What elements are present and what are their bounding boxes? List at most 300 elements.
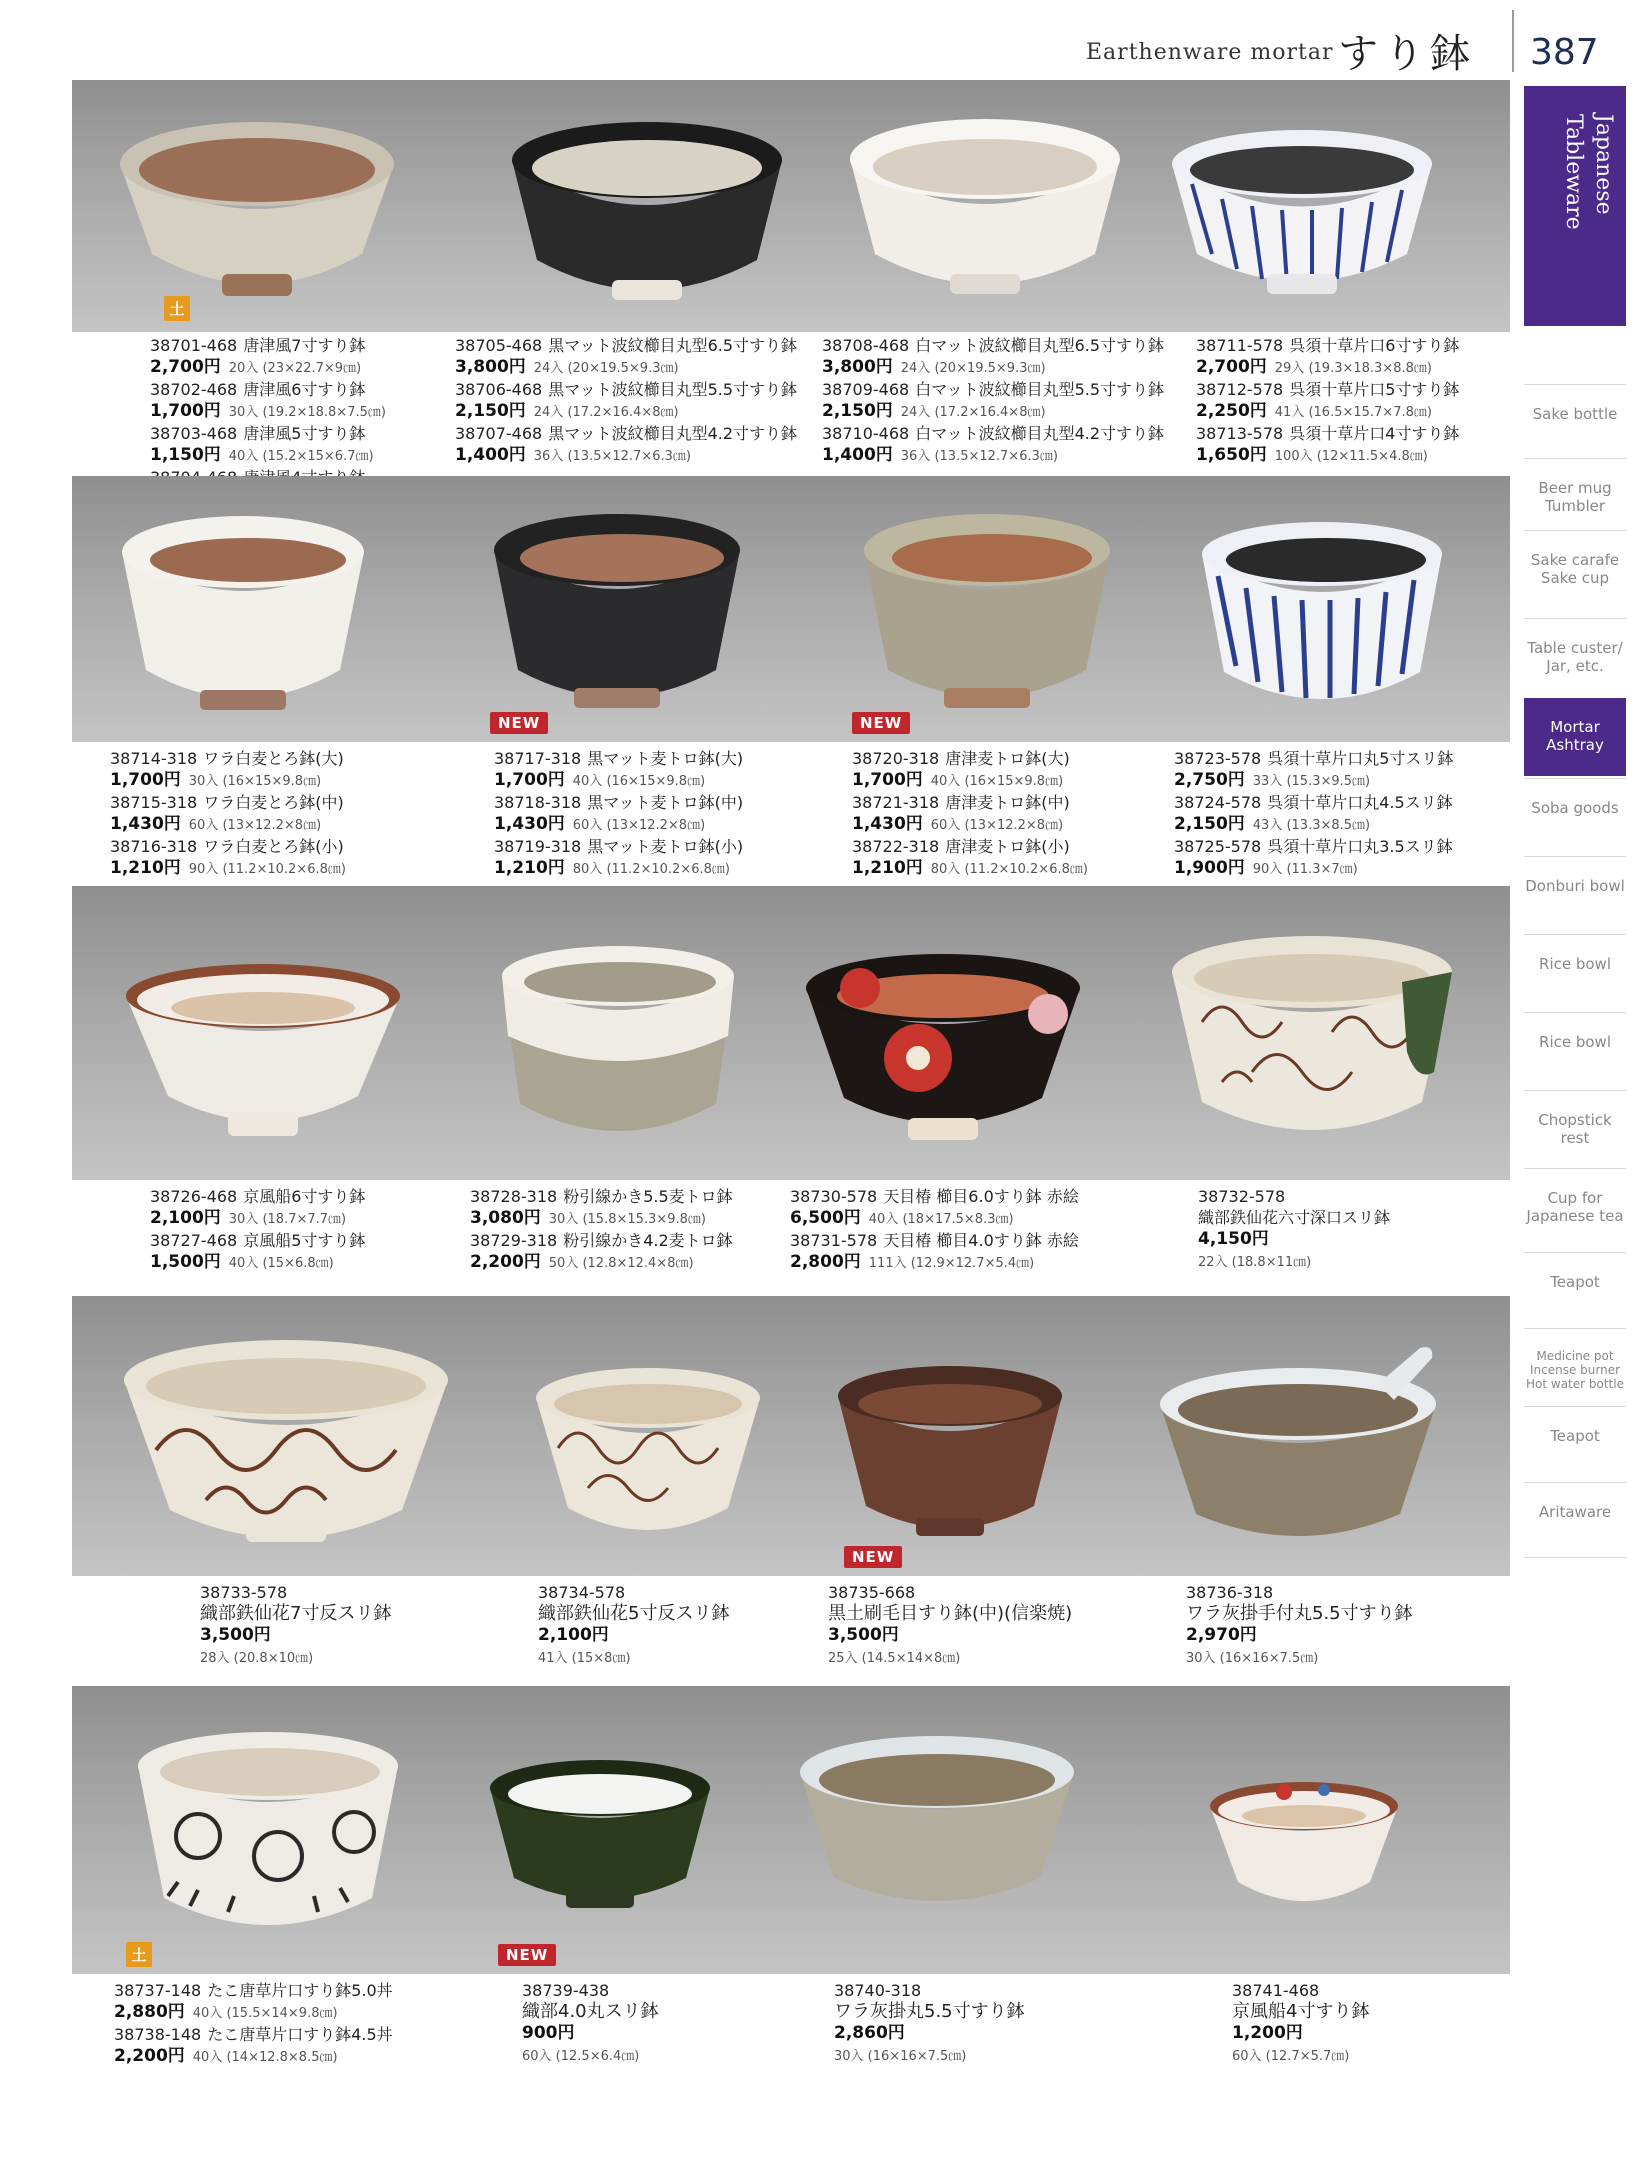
product-row [522,2001,659,2022]
product-code: 38730-578 [790,1187,878,1206]
product-qty-size: 60入 (12.5×6.4㎝) [522,2049,640,2064]
product-code: 38721-318 [852,793,940,812]
product-code: 38734-578 [538,1583,626,1602]
new-badge: NEW [498,1944,556,1966]
product-qty-size: 20入 (23×22.7×9㎝) [228,361,362,376]
product-code: 38732-578 [1198,1187,1286,1206]
caption-group-6 [494,748,743,880]
product-qty-size: 100入 (12×11.5×4.8㎝) [1274,449,1428,464]
side-index-donburi-bowl[interactable]: Donburi bowl [1524,856,1626,934]
product-price: 2,150円 [455,401,526,421]
product-row [822,400,1164,423]
caption-group-15 [828,1582,1072,1669]
product-row [110,813,346,836]
product-row [1174,836,1453,857]
product-name: 白マット波紋櫛目丸型4.2寸すり鉢 [915,424,1165,443]
product-qty-size: 24入 (20×19.5×9.3㎝) [533,361,679,376]
product-row [1186,1582,1413,1603]
product-name: 天目椿 櫛目4.0すり鉢 赤絵 [883,1231,1079,1250]
section-tab-japanese-tableware[interactable] [1524,86,1626,326]
product-name: 黒マット波紋櫛目丸型6.5寸すり鉢 [548,336,798,355]
product-price: 2,750円 [1174,770,1245,790]
product-row [455,423,797,444]
product-row [1196,400,1459,423]
side-index-sake-carafe[interactable]: Sake carafe Sake cup [1524,530,1626,616]
product-name: 呉須十草片口4寸すり鉢 [1289,424,1460,443]
product-row [1186,1603,1413,1624]
product-qty-size: 30入 (16×16×7.5㎝) [1186,1651,1319,1666]
product-price: 2,700円 [150,357,221,377]
photo-band-row-4 [72,1296,1510,1576]
side-index-teapot[interactable]: Teapot [1524,1252,1626,1328]
product-price: 1,210円 [110,858,181,878]
product-name: 白マット波紋櫛目丸型6.5寸すり鉢 [915,336,1165,355]
product-row [455,356,797,379]
product-price: 1,700円 [110,770,181,790]
product-name: 呉須十草片口5寸すり鉢 [1289,380,1460,399]
product-price: 1,430円 [852,814,923,834]
bowl-wara-round-photo [792,1722,1082,1922]
product-code: 38706-468 [455,380,543,399]
product-code: 38710-468 [822,424,910,443]
product-qty-size: 24入 (20×19.5×9.3㎝) [900,361,1046,376]
product-name: 唐津麦トロ鉢(中) [945,793,1070,812]
product-row [1196,444,1459,467]
caption-group-16 [1186,1582,1413,1669]
product-code: 38714-318 [110,749,198,768]
product-price: 3,800円 [455,357,526,377]
caption-group-19 [834,1980,1025,2067]
product-row [822,423,1164,444]
product-row [150,444,386,467]
product-price: 3,500円 [828,1625,899,1645]
product-price: 1,700円 [150,401,221,421]
product-row [1196,379,1459,400]
product-row [470,1186,733,1207]
product-row [150,356,386,379]
product-name: 粉引線かき4.2麦トロ鉢 [563,1231,733,1250]
product-row [1232,2022,1369,2044]
caption-group-11 [790,1186,1079,1274]
caption-group-7 [852,748,1088,880]
product-price: 2,100円 [150,1208,221,1228]
product-code: 38722-318 [852,837,940,856]
caption-group-5 [110,748,346,880]
product-qty-size: 111入 (12.9×12.7×5.4㎝) [868,1256,1035,1271]
product-row [1198,1228,1390,1250]
product-row [150,400,386,423]
product-row [822,335,1164,356]
product-name: 唐津風5寸すり鉢 [243,424,366,443]
bowl-kyofusen-4-photo [1204,1772,1404,1922]
product-row [1186,1646,1413,1669]
caption-group-4 [1196,335,1459,467]
bowl-kurotsuchi-photo [830,1356,1070,1546]
product-row [114,1980,393,2001]
product-code: 38741-468 [1232,1981,1320,2000]
page-subtitle-en: Earthenware mortar [1086,40,1334,65]
caption-group-12 [1198,1186,1390,1273]
product-price: 3,800円 [822,357,893,377]
product-price: 1,650円 [1196,445,1267,465]
product-qty-size: 80入 (11.2×10.2×6.8㎝) [572,862,730,877]
product-code: 38712-578 [1196,380,1284,399]
product-code: 38727-468 [150,1231,238,1250]
product-qty-size: 24入 (17.2×16.4×8㎝) [900,405,1046,420]
product-code: 38709-468 [822,380,910,399]
product-row [494,792,743,813]
product-row [790,1251,1079,1274]
product-row [538,1603,729,1624]
caption-group-9 [150,1186,365,1274]
product-row [1174,857,1453,880]
product-qty-size: 40入 (16×15×9.8㎝) [572,774,706,789]
caption-group-18 [522,1980,659,2067]
product-row [1232,2044,1369,2067]
product-name: ワラ灰掛丸5.5寸すり鉢 [834,2001,1025,2022]
product-row [828,1603,1072,1624]
product-row [470,1207,733,1230]
product-name: 黒マット麦トロ鉢(中) [587,793,744,812]
product-qty-size: 40入 (16×15×9.8㎝) [930,774,1064,789]
earth-clay-badge: 土 [126,1942,152,1967]
caption-group-8 [1174,748,1453,880]
side-index-mortar-ashtray[interactable]: Mortar Ashtray [1524,698,1626,776]
product-row [1196,335,1459,356]
product-name: たこ唐草片口すり鉢4.5丼 [207,2025,393,2044]
product-code: 38738-148 [114,2025,202,2044]
product-qty-size: 36入 (13.5×12.7×6.3㎝) [533,449,691,464]
caption-group-20 [1232,1980,1369,2067]
product-qty-size: 25入 (14.5×14×8㎝) [828,1651,961,1666]
product-row [1174,792,1453,813]
product-price: 3,500円 [200,1625,271,1645]
product-qty-size: 60入 (13×12.2×8㎝) [188,818,322,833]
product-name: 織部4.0丸スリ鉢 [522,2001,659,2022]
product-row [150,1251,365,1274]
product-name: 唐津風7寸すり鉢 [243,336,366,355]
side-index-beer-mug[interactable]: Beer mug Tumbler [1524,458,1626,530]
caption-group-2 [455,335,797,467]
product-row [200,1646,391,1669]
product-row [538,1624,729,1646]
side-index-cup-japanese-tea[interactable]: Cup for Japanese tea [1524,1168,1626,1252]
product-row [1198,1186,1390,1207]
product-row [834,2001,1025,2022]
product-qty-size: 40入 (14×12.8×8.5㎝) [192,2050,338,2065]
product-price: 2,200円 [470,1252,541,1272]
caption-group-3 [822,335,1164,467]
product-row [1196,423,1459,444]
product-row [200,1603,391,1624]
product-code: 38740-318 [834,1981,922,2000]
photo-band-row-2 [72,476,1510,742]
product-price: 1,430円 [494,814,565,834]
page-number: 387 [1530,32,1599,73]
product-price: 1,400円 [822,445,893,465]
bowl-gosu-round-photo [1192,506,1452,716]
product-name: 呉須十草片口丸3.5スリ鉢 [1267,837,1453,856]
product-name: ワラ白麦とろ鉢(小) [203,837,344,856]
section-tab-label: Japanese Tableware [1561,114,1616,230]
bowl-gosu-tokusa-photo [1162,114,1442,304]
bowl-wara-handle-photo [1148,1344,1448,1554]
bowl-oribe-round-photo [480,1748,720,1918]
product-row [150,423,386,444]
product-name: 呉須十草片口丸5寸スリ鉢 [1267,749,1454,768]
product-name: たこ唐草片口すり鉢5.0丼 [207,1981,393,2000]
bowl-black-matte-photo [502,110,792,310]
bowl-oribe-7-photo [116,1330,456,1560]
product-price: 1,210円 [852,858,923,878]
product-price: 1,200円 [1232,2023,1303,2043]
product-price: 2,970円 [1186,1625,1257,1645]
product-qty-size: 30入 (16×16×7.5㎝) [834,2049,967,2064]
product-code: 38711-578 [1196,336,1284,355]
product-row [852,857,1088,880]
product-qty-size: 40入 (15.5×14×9.8㎝) [192,2006,338,2021]
product-row [494,813,743,836]
bowl-tenmoku-tsubaki-photo [798,948,1088,1148]
product-row [1232,1980,1369,2001]
product-code: 38717-318 [494,749,582,768]
product-qty-size: 22入 (18.8×11㎝) [1198,1255,1312,1270]
earth-clay-badge: 土 [164,296,190,321]
product-row [852,769,1088,792]
product-code: 38713-578 [1196,424,1284,443]
product-name: 唐津麦トロ鉢(大) [945,749,1070,768]
side-index-soba-goods[interactable]: Soba goods [1524,778,1626,856]
product-row [790,1186,1079,1207]
product-price: 1,210円 [494,858,565,878]
product-price: 2,200円 [114,2046,185,2066]
product-row [494,836,743,857]
product-code: 38736-318 [1186,1583,1274,1602]
caption-group-17 [114,1980,393,2068]
product-row [834,2022,1025,2044]
product-row [538,1582,729,1603]
product-row [150,1230,365,1251]
product-price: 1,700円 [852,770,923,790]
product-qty-size: 30入 (15.8×15.3×9.8㎝) [548,1212,706,1227]
product-price: 1,150円 [150,445,221,465]
product-row [1198,1250,1390,1273]
product-name: ワラ白麦とろ鉢(中) [203,793,344,812]
product-row [538,1646,729,1669]
product-qty-size: 41入 (16.5×15.7×7.8㎝) [1274,405,1432,420]
product-row [200,1582,391,1603]
product-price: 2,150円 [1174,814,1245,834]
product-name: 黒マット麦トロ鉢(小) [587,837,744,856]
product-qty-size: 60入 (12.7×5.7㎝) [1232,2049,1350,2064]
side-index-teapot-2[interactable]: Teapot [1524,1406,1626,1482]
product-price: 2,700円 [1196,357,1267,377]
bowl-white-matte-photo [840,104,1130,304]
photo-band-row-1 [72,80,1510,332]
product-name: 黒マット麦トロ鉢(大) [587,749,744,768]
product-code: 38720-318 [852,749,940,768]
product-row [455,400,797,423]
product-row [1196,356,1459,379]
product-code: 38735-668 [828,1583,916,1602]
product-qty-size: 40入 (15.2×15×6.7㎝) [228,449,374,464]
new-badge: NEW [852,712,910,734]
product-row [114,2001,393,2024]
product-code: 38708-468 [822,336,910,355]
side-index-chopstick-rest[interactable]: Chopstick rest [1524,1090,1626,1168]
product-code: 38731-578 [790,1231,878,1250]
product-price: 1,400円 [455,445,526,465]
product-name: ワラ灰掛手付丸5.5寸すり鉢 [1186,1603,1413,1624]
bowl-black-mugitoro-photo [482,498,752,714]
product-row [494,769,743,792]
product-row [828,1624,1072,1646]
product-name: 京風船6寸すり鉢 [243,1187,366,1206]
product-qty-size: 30入 (16×15×9.8㎝) [188,774,322,789]
bowl-karatsu-photo [112,104,402,304]
product-price: 2,250円 [1196,401,1267,421]
caption-group-14 [538,1582,729,1669]
product-name: 唐津麦トロ鉢(小) [945,837,1070,856]
product-row [834,1980,1025,2001]
product-price: 4,150円 [1198,1229,1269,1249]
product-row [1174,748,1453,769]
product-row [110,857,346,880]
side-index-medicine-pot[interactable]: Medicine pot Incense burner Hot water bottle [1524,1328,1626,1406]
product-row [114,2024,393,2045]
product-row [828,1582,1072,1603]
product-row [1174,813,1453,836]
product-code: 38701-468 [150,336,238,355]
product-row [522,2044,659,2067]
product-qty-size: 33入 (15.3×9.5㎝) [1252,774,1371,789]
product-row [834,2044,1025,2067]
product-row [1232,2001,1369,2022]
product-price: 1,700円 [494,770,565,790]
product-price: 1,500円 [150,1252,221,1272]
photo-band-row-3 [72,886,1510,1180]
product-name: 京風船4寸すり鉢 [1232,2001,1370,2022]
product-price: 2,800円 [790,1252,861,1272]
product-row [150,335,386,356]
product-name: 京風船5寸すり鉢 [243,1231,366,1250]
product-row [110,748,346,769]
product-row [110,769,346,792]
product-code: 38719-318 [494,837,582,856]
product-row [852,813,1088,836]
product-code: 38728-318 [470,1187,558,1206]
side-index-aritaware[interactable]: Aritaware [1524,1482,1626,1558]
product-row [455,444,797,467]
product-row [494,748,743,769]
product-row [790,1207,1079,1230]
product-price: 3,080円 [470,1208,541,1228]
product-qty-size: 36入 (13.5×12.7×6.3㎝) [900,449,1058,464]
product-code: 38724-578 [1174,793,1262,812]
product-name: 唐津風6寸すり鉢 [243,380,366,399]
product-qty-size: 30入 (18.7×7.7㎝) [228,1212,347,1227]
product-row [200,1624,391,1646]
product-code: 38726-468 [150,1187,238,1206]
product-code: 38737-148 [114,1981,202,2000]
product-row [150,1186,365,1207]
side-index-sake-bottle[interactable]: Sake bottle [1524,384,1626,456]
product-code: 38702-468 [150,380,238,399]
bowl-kohiki-photo [488,936,748,1156]
product-name: 粉引線かき5.5麦トロ鉢 [563,1187,733,1206]
product-price: 900円 [522,2023,575,2043]
product-price: 6,500円 [790,1208,861,1228]
product-code: 38716-318 [110,837,198,856]
product-qty-size: 30入 (19.2×18.8×7.5㎝) [228,405,386,420]
product-price: 2,100円 [538,1625,609,1645]
product-row [822,356,1164,379]
page-title-jp: すり鉢 [1338,31,1476,77]
product-row [455,335,797,356]
product-qty-size: 28入 (20.8×10㎝) [200,1651,314,1666]
product-qty-size: 40入 (15×6.8㎝) [228,1256,334,1271]
side-index-table-custer[interactable]: Table custer/ Jar, etc. [1524,618,1626,698]
bowl-karatsu-mugitoro-photo [852,498,1122,714]
product-row [852,836,1088,857]
product-qty-size: 80入 (11.2×10.2×6.8㎝) [930,862,1088,877]
caption-group-13 [200,1582,391,1669]
product-row [1174,769,1453,792]
product-qty-size: 60入 (13×12.2×8㎝) [572,818,706,833]
product-code: 38703-468 [150,424,238,443]
product-price: 1,430円 [110,814,181,834]
product-row [828,1646,1072,1669]
product-qty-size: 60入 (13×12.2×8㎝) [930,818,1064,833]
product-name: 天目椿 櫛目6.0すり鉢 赤絵 [883,1187,1079,1206]
product-price: 2,880円 [114,2002,185,2022]
product-code: 38729-318 [470,1231,558,1250]
product-qty-size: 29入 (19.3×18.3×8.8㎝) [1274,361,1432,376]
new-badge: NEW [490,712,548,734]
product-row [110,836,346,857]
product-row [110,792,346,813]
product-row [522,2022,659,2044]
product-qty-size: 43入 (13.3×8.5㎝) [1252,818,1371,833]
header-divider [1512,10,1514,72]
product-code: 38705-468 [455,336,543,355]
product-name: 呉須十草片口丸4.5スリ鉢 [1267,793,1453,812]
product-name: 呉須十草片口6寸すり鉢 [1289,336,1460,355]
side-index-rice-bowl-2[interactable]: Rice bowl [1524,1012,1626,1090]
product-qty-size: 24入 (17.2×16.4×8㎝) [533,405,679,420]
product-code: 38739-438 [522,1981,610,2000]
product-code: 38707-468 [455,424,543,443]
product-code: 38718-318 [494,793,582,812]
product-price: 2,860円 [834,2023,905,2043]
product-name: 黒マット波紋櫛目丸型4.2寸すり鉢 [548,424,798,443]
product-price: 2,150円 [822,401,893,421]
product-row [494,857,743,880]
product-price: 1,900円 [1174,858,1245,878]
product-row [822,444,1164,467]
caption-group-10 [470,1186,733,1274]
product-row [150,1207,365,1230]
bowl-wara-white-photo [108,500,378,716]
product-name: 黒土刷毛目すり鉢(中)(信楽焼) [828,1603,1073,1624]
product-row [455,379,797,400]
product-qty-size: 90入 (11.3×7㎝) [1252,862,1358,877]
product-row [852,748,1088,769]
side-index-rice-bowl[interactable]: Rice bowl [1524,934,1626,1012]
product-name: 織部鉄仙花7寸反スリ鉢 [200,1603,392,1624]
product-qty-size: 90入 (11.2×10.2×6.8㎝) [188,862,346,877]
bowl-tako-karakusa-photo [128,1716,408,1946]
